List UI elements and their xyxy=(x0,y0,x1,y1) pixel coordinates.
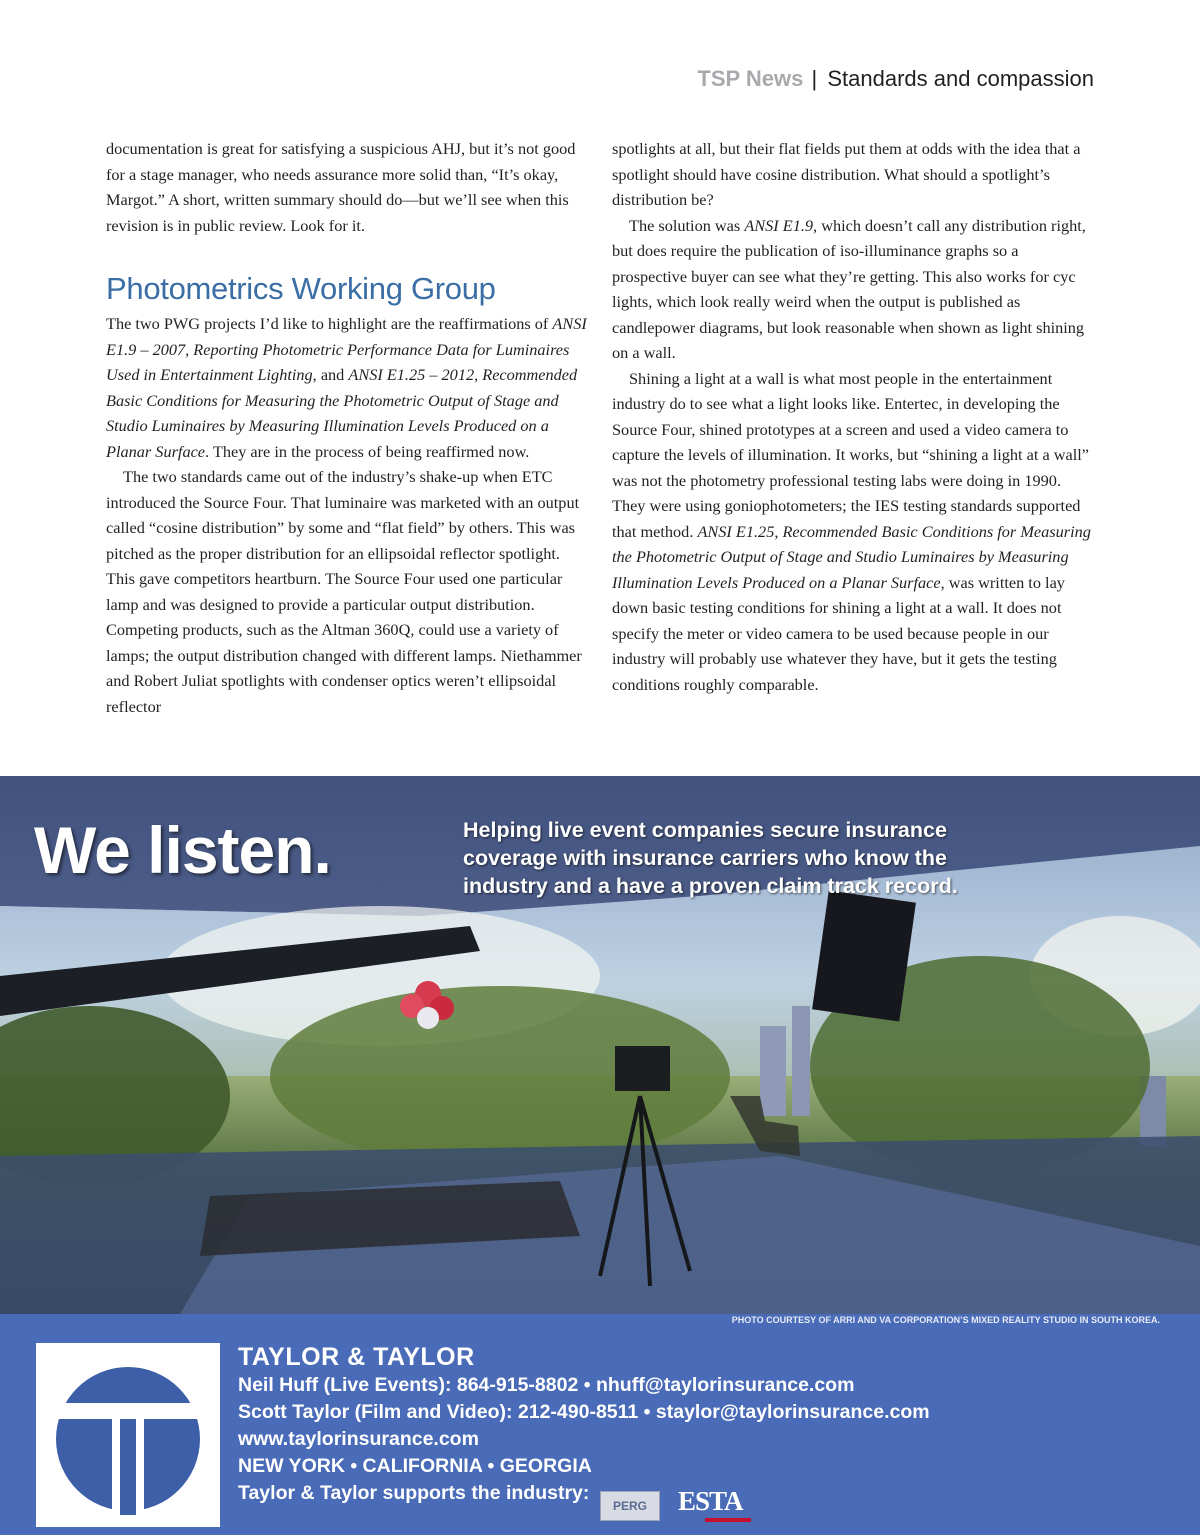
text-run: The solution was xyxy=(629,215,745,235)
esta-logo-accent xyxy=(705,1518,751,1522)
ad-subheadline xyxy=(463,816,1163,900)
italic-citation: ANSI E1.25, Recommended Basic Conditions for Measuring the Photometric Output of Stage and Studio Luminaires by Measuring Illumination Levels Produced on a Planar Surface xyxy=(612,521,1091,592)
intro-paragraph: documentation is great for satisfying a suspicious AHJ, but it’s not good for a stage manager, who needs assurance more solid than, “It’s okay, Margot.” A short, written summary should do—but we’ll see when this revision is in public review. Look for it. xyxy=(106,139,576,235)
contact-line-supports: Taylor & Taylor supports the industry: xyxy=(238,1482,590,1504)
ad-subheadline-line: Helping live event companies secure insurance xyxy=(463,818,947,842)
contact-line-film-video: Scott Taylor (Film and Video): 212-490-8511 • staylor@taylorinsurance.com xyxy=(238,1401,930,1423)
right-column xyxy=(612,136,1094,697)
section-heading: Photometrics Working Group xyxy=(106,271,496,306)
perg-logo: PERG xyxy=(600,1491,660,1521)
taylor-logo xyxy=(36,1343,220,1527)
ad-contact-block xyxy=(238,1342,930,1507)
pwg-paragraph-1 xyxy=(106,311,588,464)
italic-citation: ANSI E1.9 – 2007, Reporting Photometric Performance Data for Luminaires Used in Entertainment Lighting xyxy=(106,314,587,384)
insurance-advertisement xyxy=(0,776,1200,1535)
text-run: , which doesn’t call any distribution right, but does require the publication of iso-illuminance graphs so a prospective buyer can see what they’re getting. This also works for cyc lights, which look really weird when the output is published as candlepower diagrams, but look reasonable when shown as light shining on a wall. xyxy=(612,215,1086,362)
header-section: Standards and compassion xyxy=(827,66,1094,91)
right-paragraph-3 xyxy=(612,366,1094,698)
text-run: The two PWG projects I’d like to highlight are the reaffirmations of xyxy=(106,314,553,333)
right-paragraph-2 xyxy=(612,213,1094,366)
italic-citation: ANSI E1.25 – 2012, Recommended Basic Conditions for Measuring the Photometric Output of Stage and Studio Luminaires by Measuring Illumination Levels Produced on a Planar Surface xyxy=(106,365,578,461)
contact-line-live-events: Neil Huff (Live Events): 864-915-8802 • nhuff@taylorinsurance.com xyxy=(238,1374,855,1396)
contact-line-website: www.taylorinsurance.com xyxy=(238,1428,479,1450)
left-column xyxy=(106,136,588,719)
ad-subheadline-line: coverage with insurance carriers who know the xyxy=(463,846,947,870)
esta-logo: ESTA xyxy=(678,1486,743,1516)
contact-line-locations: NEW YORK • CALIFORNIA • GEORGIA xyxy=(238,1455,592,1477)
header-separator: | xyxy=(811,66,818,91)
studio-photo xyxy=(0,776,1200,1314)
italic-citation: ANSI E1.9 xyxy=(744,215,814,235)
text-run: Shining a light at a wall is what most people in the entertainment industry do to see what a light looks like. Entertec, in developing the Source Four, shined prototypes at a screen and used a video camera to capture the levels of illumination. It works, but “shining a light at a wall” was not the photometry professional testing labs were doing in 1990. They were using goniophotometers; the IES testing standards supported that method. xyxy=(612,368,1090,541)
company-name: TAYLOR & TAYLOR xyxy=(238,1343,475,1371)
text-run: , was written to lay down basic testing conditions for shining a light at a wall. It does not specify the meter or video camera to be used because people in our industry will probably use whatever they have, but it gets the testing conditions roughly comparable. xyxy=(612,572,1065,694)
photo-credit: PHOTO COURTESY OF ARRI AND VA CORPORATION’S MIXED REALITY STUDIO IN SOUTH KOREA. xyxy=(731,1315,1160,1325)
text-run: , and xyxy=(312,365,349,384)
running-header xyxy=(697,66,1094,92)
taylor-t-logo-icon xyxy=(36,1343,220,1527)
ad-subheadline-line: industry and a have a proven claim track record. xyxy=(463,874,958,898)
pwg-paragraph-2: The two standards came out of the industry’s shake-up when ETC introduced the Source Four. That luminaire was marketed with an output called “cosine distribution” by some and “flat field” by others. This was pitched as the proper distribution for an ellipsoidal reflector spotlight. This gave competitors heartburn. The Source Four used one particular lamp and was designed to provide a particular output distribution. Competing products, such as the Altman 360Q, could use a variety of lamps; the output distribution changed with different lamps. Niethammer and Robert Juliat spotlights with condenser optics weren’t ellipsoidal reflector xyxy=(106,467,582,716)
right-paragraph-1: spotlights at all, but their flat fields put them at odds with the idea that a spotlight should have cosine distribution. What should a spotlight’s distribution be? xyxy=(612,139,1081,209)
ad-headline: We listen. xyxy=(34,813,331,887)
text-run: . They are in the process of being reaffirmed now. xyxy=(205,441,530,461)
header-brand: TSP News xyxy=(697,66,804,91)
